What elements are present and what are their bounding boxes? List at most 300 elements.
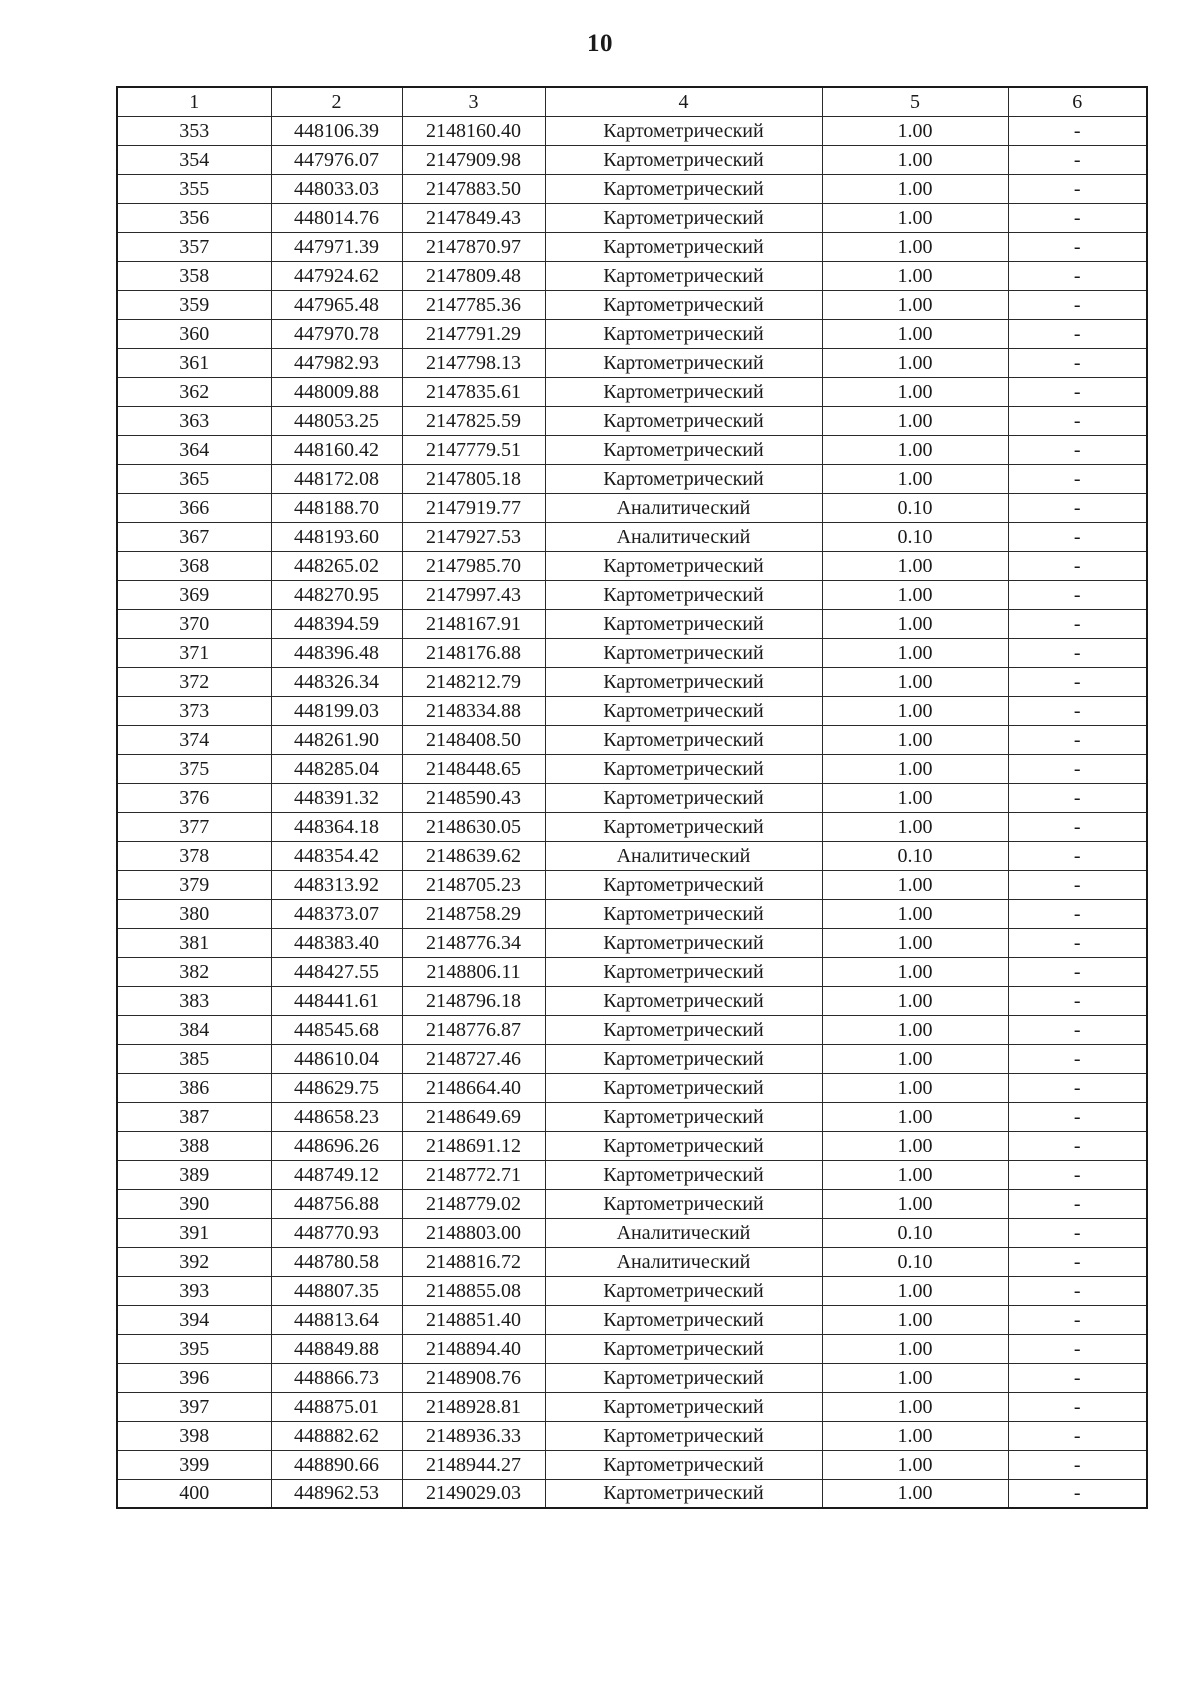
x-coordinate-cell: 448326.34 (271, 667, 402, 696)
table-row (117, 783, 1147, 812)
accuracy-cell: 1.00 (822, 812, 1008, 841)
point-number-cell: 383 (117, 986, 271, 1015)
point-number-cell: 373 (117, 696, 271, 725)
method-cell: Картометрический (545, 1334, 822, 1363)
y-coordinate-cell: 2147791.29 (402, 319, 545, 348)
note-cell: - (1008, 580, 1147, 609)
point-number-cell: 354 (117, 145, 271, 174)
accuracy-cell: 1.00 (822, 1102, 1008, 1131)
method-cell: Картометрический (545, 1102, 822, 1131)
point-number-cell: 363 (117, 406, 271, 435)
y-coordinate-cell: 2148806.11 (402, 957, 545, 986)
point-number-cell: 399 (117, 1450, 271, 1479)
method-cell: Картометрический (545, 145, 822, 174)
accuracy-cell: 1.00 (822, 957, 1008, 986)
x-coordinate-cell: 448265.02 (271, 551, 402, 580)
point-number-cell: 375 (117, 754, 271, 783)
y-coordinate-cell: 2148816.72 (402, 1247, 545, 1276)
point-number-cell: 364 (117, 435, 271, 464)
note-cell: - (1008, 261, 1147, 290)
table-row (117, 1131, 1147, 1160)
y-coordinate-cell: 2148796.18 (402, 986, 545, 1015)
note-cell: - (1008, 1073, 1147, 1102)
accuracy-cell: 1.00 (822, 551, 1008, 580)
method-cell: Картометрический (545, 1044, 822, 1073)
y-coordinate-cell: 2147870.97 (402, 232, 545, 261)
note-cell: - (1008, 1015, 1147, 1044)
method-cell: Картометрический (545, 609, 822, 638)
x-coordinate-cell: 447965.48 (271, 290, 402, 319)
point-number-cell: 377 (117, 812, 271, 841)
method-cell: Картометрический (545, 696, 822, 725)
accuracy-cell: 1.00 (822, 870, 1008, 899)
y-coordinate-cell: 2147825.59 (402, 406, 545, 435)
x-coordinate-cell: 447976.07 (271, 145, 402, 174)
accuracy-cell: 1.00 (822, 377, 1008, 406)
y-coordinate-cell: 2147779.51 (402, 435, 545, 464)
y-coordinate-cell: 2148649.69 (402, 1102, 545, 1131)
point-number-cell: 357 (117, 232, 271, 261)
table-row (117, 1334, 1147, 1363)
note-cell: - (1008, 493, 1147, 522)
table-row (117, 261, 1147, 290)
table-body (117, 116, 1147, 1508)
method-cell: Картометрический (545, 957, 822, 986)
table-row (117, 348, 1147, 377)
method-cell: Картометрический (545, 1421, 822, 1450)
method-cell: Аналитический (545, 1218, 822, 1247)
accuracy-cell: 1.00 (822, 319, 1008, 348)
accuracy-cell: 0.10 (822, 841, 1008, 870)
method-cell: Картометрический (545, 1305, 822, 1334)
x-coordinate-cell: 448383.40 (271, 928, 402, 957)
coordinates-table (116, 86, 1148, 1509)
method-cell: Аналитический (545, 493, 822, 522)
method-cell: Аналитический (545, 1247, 822, 1276)
x-coordinate-cell: 448009.88 (271, 377, 402, 406)
table-row (117, 290, 1147, 319)
accuracy-cell: 1.00 (822, 1073, 1008, 1102)
y-coordinate-cell: 2148908.76 (402, 1363, 545, 1392)
method-cell: Картометрический (545, 232, 822, 261)
point-number-cell: 355 (117, 174, 271, 203)
accuracy-cell: 1.00 (822, 696, 1008, 725)
accuracy-cell: 1.00 (822, 1131, 1008, 1160)
method-cell: Картометрический (545, 580, 822, 609)
header-cell-2: 2 (271, 87, 402, 116)
note-cell: - (1008, 1218, 1147, 1247)
table-row (117, 841, 1147, 870)
note-cell: - (1008, 1276, 1147, 1305)
note-cell: - (1008, 435, 1147, 464)
point-number-cell: 374 (117, 725, 271, 754)
accuracy-cell: 1.00 (822, 435, 1008, 464)
method-cell: Картометрический (545, 377, 822, 406)
y-coordinate-cell: 2148639.62 (402, 841, 545, 870)
accuracy-cell: 1.00 (822, 406, 1008, 435)
note-cell: - (1008, 725, 1147, 754)
y-coordinate-cell: 2148212.79 (402, 667, 545, 696)
y-coordinate-cell: 2147927.53 (402, 522, 545, 551)
table-row (117, 580, 1147, 609)
y-coordinate-cell: 2149029.03 (402, 1479, 545, 1508)
point-number-cell: 384 (117, 1015, 271, 1044)
point-number-cell: 386 (117, 1073, 271, 1102)
note-cell: - (1008, 1421, 1147, 1450)
method-cell: Картометрический (545, 1276, 822, 1305)
x-coordinate-cell: 447970.78 (271, 319, 402, 348)
header-row (117, 87, 1147, 116)
y-coordinate-cell: 2148590.43 (402, 783, 545, 812)
point-number-cell: 359 (117, 290, 271, 319)
point-number-cell: 390 (117, 1189, 271, 1218)
table-row (117, 754, 1147, 783)
accuracy-cell: 1.00 (822, 1276, 1008, 1305)
method-cell: Аналитический (545, 841, 822, 870)
table-row (117, 1363, 1147, 1392)
method-cell: Картометрический (545, 899, 822, 928)
method-cell: Картометрический (545, 1189, 822, 1218)
accuracy-cell: 1.00 (822, 1015, 1008, 1044)
table-row (117, 1015, 1147, 1044)
x-coordinate-cell: 448962.53 (271, 1479, 402, 1508)
accuracy-cell: 0.10 (822, 522, 1008, 551)
y-coordinate-cell: 2147785.36 (402, 290, 545, 319)
accuracy-cell: 1.00 (822, 667, 1008, 696)
note-cell: - (1008, 928, 1147, 957)
point-number-cell: 372 (117, 667, 271, 696)
x-coordinate-cell: 448364.18 (271, 812, 402, 841)
table-row (117, 1160, 1147, 1189)
header-cell-4: 4 (545, 87, 822, 116)
x-coordinate-cell: 448658.23 (271, 1102, 402, 1131)
method-cell: Картометрический (545, 754, 822, 783)
y-coordinate-cell: 2148944.27 (402, 1450, 545, 1479)
y-coordinate-cell: 2148894.40 (402, 1334, 545, 1363)
method-cell: Картометрический (545, 986, 822, 1015)
accuracy-cell: 1.00 (822, 1160, 1008, 1189)
header-cell-3: 3 (402, 87, 545, 116)
point-number-cell: 385 (117, 1044, 271, 1073)
note-cell: - (1008, 319, 1147, 348)
note-cell: - (1008, 348, 1147, 377)
page-number: 10 (587, 30, 613, 57)
x-coordinate-cell: 448172.08 (271, 464, 402, 493)
x-coordinate-cell: 448261.90 (271, 725, 402, 754)
accuracy-cell: 1.00 (822, 1334, 1008, 1363)
x-coordinate-cell: 448391.32 (271, 783, 402, 812)
y-coordinate-cell: 2148705.23 (402, 870, 545, 899)
table-row (117, 1392, 1147, 1421)
x-coordinate-cell: 448875.01 (271, 1392, 402, 1421)
method-cell: Картометрический (545, 638, 822, 667)
note-cell: - (1008, 464, 1147, 493)
method-cell: Картометрический (545, 783, 822, 812)
method-cell: Картометрический (545, 928, 822, 957)
note-cell: - (1008, 1363, 1147, 1392)
table-row (117, 435, 1147, 464)
y-coordinate-cell: 2148727.46 (402, 1044, 545, 1073)
accuracy-cell: 1.00 (822, 783, 1008, 812)
method-cell: Картометрический (545, 203, 822, 232)
x-coordinate-cell: 448033.03 (271, 174, 402, 203)
table-row (117, 1073, 1147, 1102)
point-number-cell: 370 (117, 609, 271, 638)
note-cell: - (1008, 551, 1147, 580)
accuracy-cell: 0.10 (822, 1247, 1008, 1276)
method-cell: Картометрический (545, 1479, 822, 1508)
note-cell: - (1008, 1479, 1147, 1508)
note-cell: - (1008, 638, 1147, 667)
x-coordinate-cell: 448014.76 (271, 203, 402, 232)
table-row (117, 696, 1147, 725)
note-cell: - (1008, 870, 1147, 899)
point-number-cell: 380 (117, 899, 271, 928)
table-row (117, 406, 1147, 435)
note-cell: - (1008, 609, 1147, 638)
note-cell: - (1008, 899, 1147, 928)
y-coordinate-cell: 2147835.61 (402, 377, 545, 406)
note-cell: - (1008, 406, 1147, 435)
table-row (117, 928, 1147, 957)
accuracy-cell: 1.00 (822, 464, 1008, 493)
table-row (117, 551, 1147, 580)
accuracy-cell: 1.00 (822, 986, 1008, 1015)
note-cell: - (1008, 377, 1147, 406)
accuracy-cell: 1.00 (822, 638, 1008, 667)
x-coordinate-cell: 447971.39 (271, 232, 402, 261)
y-coordinate-cell: 2147809.48 (402, 261, 545, 290)
accuracy-cell: 1.00 (822, 899, 1008, 928)
header-cell-1: 1 (117, 87, 271, 116)
accuracy-cell: 1.00 (822, 1392, 1008, 1421)
accuracy-cell: 1.00 (822, 1305, 1008, 1334)
method-cell: Аналитический (545, 522, 822, 551)
point-number-cell: 358 (117, 261, 271, 290)
point-number-cell: 398 (117, 1421, 271, 1450)
x-coordinate-cell: 448394.59 (271, 609, 402, 638)
x-coordinate-cell: 448629.75 (271, 1073, 402, 1102)
y-coordinate-cell: 2147985.70 (402, 551, 545, 580)
x-coordinate-cell: 448756.88 (271, 1189, 402, 1218)
x-coordinate-cell: 448199.03 (271, 696, 402, 725)
method-cell: Картометрический (545, 319, 822, 348)
note-cell: - (1008, 1247, 1147, 1276)
point-number-cell: 382 (117, 957, 271, 986)
point-number-cell: 356 (117, 203, 271, 232)
method-cell: Картометрический (545, 1015, 822, 1044)
table-row (117, 638, 1147, 667)
point-number-cell: 393 (117, 1276, 271, 1305)
method-cell: Картометрический (545, 435, 822, 464)
x-coordinate-cell: 448427.55 (271, 957, 402, 986)
table-row (117, 986, 1147, 1015)
x-coordinate-cell: 448053.25 (271, 406, 402, 435)
x-coordinate-cell: 448270.95 (271, 580, 402, 609)
note-cell: - (1008, 957, 1147, 986)
accuracy-cell: 1.00 (822, 203, 1008, 232)
table-row (117, 1044, 1147, 1073)
table-row (117, 464, 1147, 493)
point-number-cell: 396 (117, 1363, 271, 1392)
point-number-cell: 376 (117, 783, 271, 812)
accuracy-cell: 1.00 (822, 174, 1008, 203)
accuracy-cell: 1.00 (822, 609, 1008, 638)
y-coordinate-cell: 2148758.29 (402, 899, 545, 928)
y-coordinate-cell: 2148855.08 (402, 1276, 545, 1305)
point-number-cell: 395 (117, 1334, 271, 1363)
accuracy-cell: 1.00 (822, 580, 1008, 609)
y-coordinate-cell: 2148176.88 (402, 638, 545, 667)
x-coordinate-cell: 448285.04 (271, 754, 402, 783)
method-cell: Картометрический (545, 725, 822, 754)
point-number-cell: 365 (117, 464, 271, 493)
method-cell: Картометрический (545, 1363, 822, 1392)
x-coordinate-cell: 448696.26 (271, 1131, 402, 1160)
note-cell: - (1008, 1044, 1147, 1073)
note-cell: - (1008, 203, 1147, 232)
accuracy-cell: 1.00 (822, 261, 1008, 290)
y-coordinate-cell: 2148928.81 (402, 1392, 545, 1421)
x-coordinate-cell: 448849.88 (271, 1334, 402, 1363)
y-coordinate-cell: 2147919.77 (402, 493, 545, 522)
table-row (117, 232, 1147, 261)
table-header (117, 87, 1147, 116)
x-coordinate-cell: 448188.70 (271, 493, 402, 522)
y-coordinate-cell: 2147849.43 (402, 203, 545, 232)
x-coordinate-cell: 448441.61 (271, 986, 402, 1015)
table-row (117, 1218, 1147, 1247)
table-row (117, 116, 1147, 145)
y-coordinate-cell: 2147798.13 (402, 348, 545, 377)
y-coordinate-cell: 2148776.34 (402, 928, 545, 957)
point-number-cell: 371 (117, 638, 271, 667)
note-cell: - (1008, 696, 1147, 725)
method-cell: Картометрический (545, 290, 822, 319)
point-number-cell: 394 (117, 1305, 271, 1334)
x-coordinate-cell: 448749.12 (271, 1160, 402, 1189)
note-cell: - (1008, 667, 1147, 696)
note-cell: - (1008, 116, 1147, 145)
method-cell: Картометрический (545, 406, 822, 435)
y-coordinate-cell: 2148776.87 (402, 1015, 545, 1044)
accuracy-cell: 1.00 (822, 1363, 1008, 1392)
point-number-cell: 381 (117, 928, 271, 957)
table-row (117, 725, 1147, 754)
y-coordinate-cell: 2148936.33 (402, 1421, 545, 1450)
y-coordinate-cell: 2148167.91 (402, 609, 545, 638)
point-number-cell: 391 (117, 1218, 271, 1247)
accuracy-cell: 1.00 (822, 754, 1008, 783)
point-number-cell: 388 (117, 1131, 271, 1160)
table-row (117, 667, 1147, 696)
method-cell: Картометрический (545, 667, 822, 696)
table-row (117, 1247, 1147, 1276)
note-cell: - (1008, 812, 1147, 841)
x-coordinate-cell: 448545.68 (271, 1015, 402, 1044)
point-number-cell: 392 (117, 1247, 271, 1276)
x-coordinate-cell: 448313.92 (271, 870, 402, 899)
y-coordinate-cell: 2148334.88 (402, 696, 545, 725)
x-coordinate-cell: 448354.42 (271, 841, 402, 870)
accuracy-cell: 1.00 (822, 1450, 1008, 1479)
accuracy-cell: 1.00 (822, 348, 1008, 377)
table-row (117, 203, 1147, 232)
note-cell: - (1008, 986, 1147, 1015)
method-cell: Картометрический (545, 261, 822, 290)
note-cell: - (1008, 522, 1147, 551)
table-row (117, 377, 1147, 406)
method-cell: Картометрический (545, 348, 822, 377)
method-cell: Картометрический (545, 870, 822, 899)
point-number-cell: 387 (117, 1102, 271, 1131)
x-coordinate-cell: 447982.93 (271, 348, 402, 377)
x-coordinate-cell: 448866.73 (271, 1363, 402, 1392)
note-cell: - (1008, 290, 1147, 319)
table-row (117, 174, 1147, 203)
table-row (117, 319, 1147, 348)
method-cell: Картометрический (545, 1450, 822, 1479)
note-cell: - (1008, 1102, 1147, 1131)
y-coordinate-cell: 2148630.05 (402, 812, 545, 841)
accuracy-cell: 1.00 (822, 928, 1008, 957)
method-cell: Картометрический (545, 174, 822, 203)
y-coordinate-cell: 2148448.65 (402, 754, 545, 783)
y-coordinate-cell: 2148772.71 (402, 1160, 545, 1189)
y-coordinate-cell: 2148851.40 (402, 1305, 545, 1334)
table-row (117, 812, 1147, 841)
note-cell: - (1008, 1305, 1147, 1334)
y-coordinate-cell: 2148160.40 (402, 116, 545, 145)
table-row (117, 522, 1147, 551)
point-number-cell: 369 (117, 580, 271, 609)
header-cell-5: 5 (822, 87, 1008, 116)
note-cell: - (1008, 1450, 1147, 1479)
x-coordinate-cell: 448373.07 (271, 899, 402, 928)
y-coordinate-cell: 2147883.50 (402, 174, 545, 203)
accuracy-cell: 0.10 (822, 1218, 1008, 1247)
accuracy-cell: 1.00 (822, 1479, 1008, 1508)
point-number-cell: 353 (117, 116, 271, 145)
note-cell: - (1008, 841, 1147, 870)
accuracy-cell: 1.00 (822, 1421, 1008, 1450)
header-cell-6: 6 (1008, 87, 1147, 116)
table-row (117, 957, 1147, 986)
method-cell: Картометрический (545, 464, 822, 493)
table-row (117, 1102, 1147, 1131)
note-cell: - (1008, 754, 1147, 783)
note-cell: - (1008, 1131, 1147, 1160)
x-coordinate-cell: 448106.39 (271, 116, 402, 145)
method-cell: Картометрический (545, 1392, 822, 1421)
point-number-cell: 360 (117, 319, 271, 348)
note-cell: - (1008, 1189, 1147, 1218)
accuracy-cell: 1.00 (822, 232, 1008, 261)
point-number-cell: 361 (117, 348, 271, 377)
method-cell: Картометрический (545, 551, 822, 580)
note-cell: - (1008, 783, 1147, 812)
y-coordinate-cell: 2148691.12 (402, 1131, 545, 1160)
note-cell: - (1008, 232, 1147, 261)
table-row (117, 609, 1147, 638)
table-row (117, 870, 1147, 899)
point-number-cell: 368 (117, 551, 271, 580)
point-number-cell: 362 (117, 377, 271, 406)
method-cell: Картометрический (545, 1160, 822, 1189)
x-coordinate-cell: 448770.93 (271, 1218, 402, 1247)
y-coordinate-cell: 2148779.02 (402, 1189, 545, 1218)
note-cell: - (1008, 1334, 1147, 1363)
